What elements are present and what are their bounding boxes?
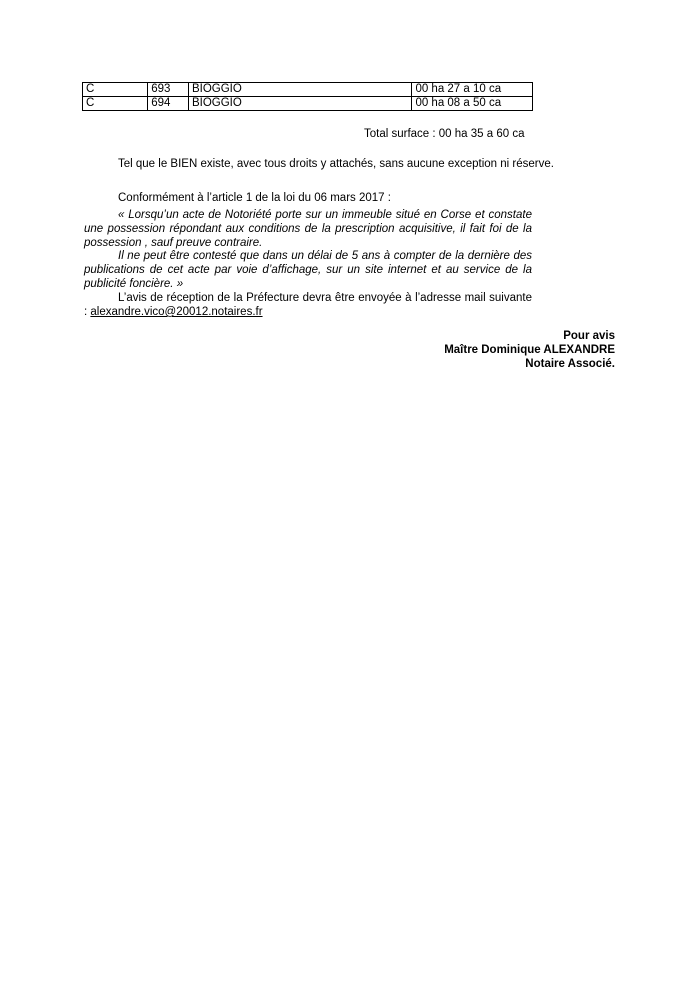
email-link[interactable]: alexandre.vico@20012.notaires.fr — [90, 306, 263, 318]
cell-surface: 00 ha 27 a 10 ca — [412, 83, 533, 97]
signature-line-title: Notaire Associé. — [525, 358, 615, 370]
table-row — [83, 97, 533, 111]
paragraph-conformement: Conformément à l’article 1 de la loi du 06 mars 2017 : — [118, 192, 391, 204]
cell-section: C — [83, 83, 148, 97]
cell-section: C — [83, 97, 148, 111]
avis-text: L’avis de réception de la Préfecture devra être envoyée à l’adresse mail suivante : — [84, 292, 532, 318]
signature-line-pour-avis: Pour avis — [563, 330, 615, 342]
paragraph-quote-1: « Lorsqu’un acte de Notoriété porte sur un immeuble situé en Corse et constate une possession répondant aux conditions de la prescription acquisitive, il fait foi de la possession , sauf preuve contraire. — [84, 209, 532, 249]
paragraph-bien: Tel que le BIEN existe, avec tous droits y attachés, sans aucune exception ni réserve. — [118, 158, 554, 170]
cell-number: 694 — [148, 97, 189, 111]
table-row — [83, 83, 533, 97]
cell-commune: BIOGGIO — [188, 97, 411, 111]
cell-commune: BIOGGIO — [188, 83, 411, 97]
cell-surface: 00 ha 08 a 50 ca — [412, 97, 533, 111]
total-surface: Total surface : 00 ha 35 a 60 ca — [364, 128, 525, 140]
paragraph-avis — [84, 291, 532, 319]
signature-line-name: Maître Dominique ALEXANDRE — [444, 344, 615, 356]
parcel-table — [82, 82, 533, 111]
cell-number: 693 — [148, 83, 189, 97]
paragraph-quote-2: Il ne peut être contesté que dans un délai de 5 ans à compter de la dernière des publications de cet acte par voie d’affichage, sur un site internet et au service de la publicité foncière. » — [84, 250, 532, 290]
signature-block — [444, 329, 615, 371]
